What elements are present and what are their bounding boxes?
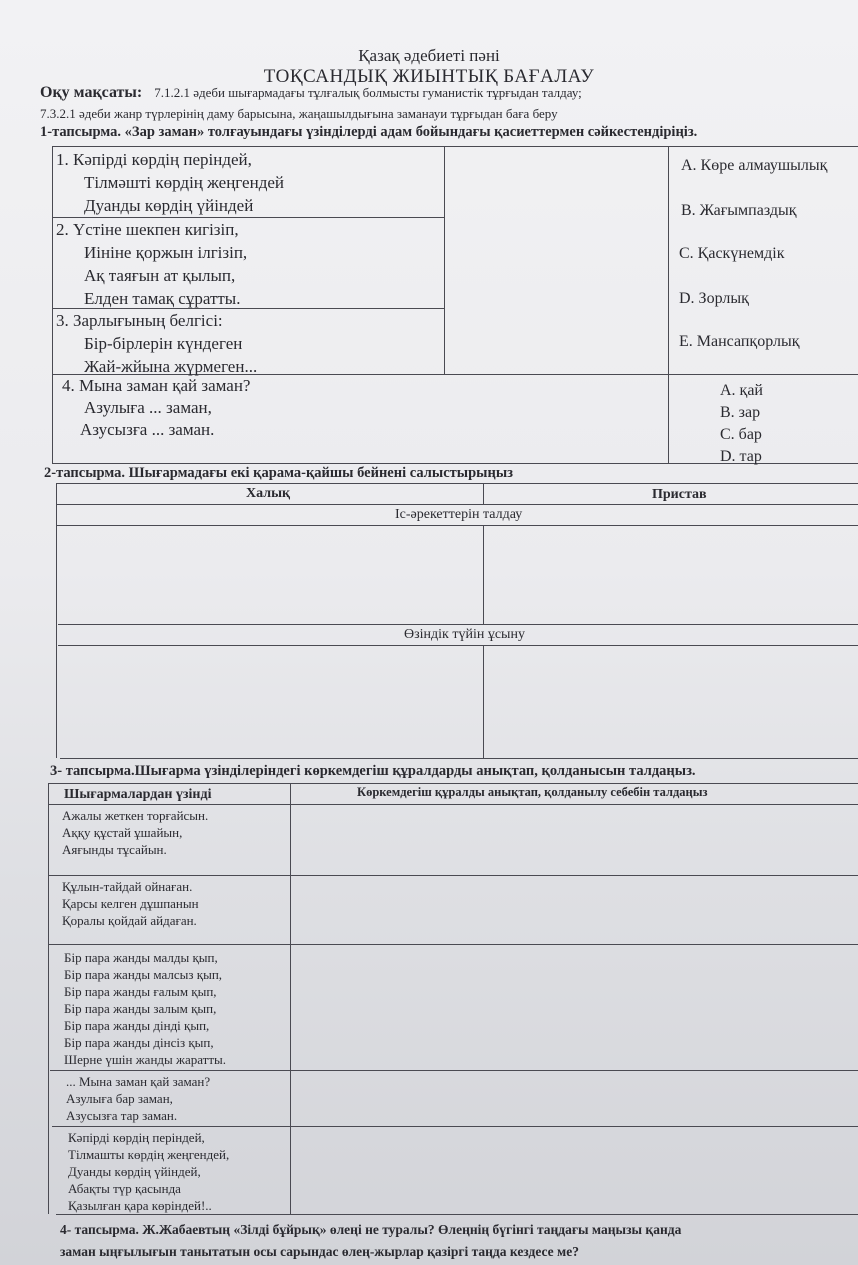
learning-goal xyxy=(40,84,582,102)
task4-line-2: заман ыңғылығын танытатын осы сарындас өлең-жырлар қазіргі таңда кездесе ме? xyxy=(60,1244,579,1259)
column-pristav: Пристав xyxy=(652,487,707,502)
excerpt-line: Қоралы қойдай айдаған. xyxy=(62,913,197,928)
excerpt-line: Азулыға бар заман, xyxy=(66,1091,173,1106)
poem-line: Азусызға ... заман. xyxy=(80,420,215,439)
answer-cell-pristav-actions[interactable] xyxy=(484,526,858,624)
excerpt-line: Абақты түр қасында xyxy=(68,1181,181,1196)
fill-option-c: С. бар xyxy=(720,426,762,443)
task3-title: 3- тапсырма.Шығарма үзінділеріндегі көркемдегіш құралдарды анықтап, қолданысын талдаңыз. xyxy=(50,763,696,779)
option-a: А. Көре алмаушылық xyxy=(681,157,828,174)
excerpt-line: Бір пара жанды дінді қып, xyxy=(64,1018,210,1033)
fill-option-d: D. тар xyxy=(720,448,762,465)
task2-title: 2-тапсырма. Шығармадағы екі қарама-қайшы бейнені салыстырыңыз xyxy=(44,465,513,481)
column-excerpt: Шығармалардан үзінді xyxy=(64,787,212,802)
answer-cell-people-conclusion[interactable] xyxy=(59,646,483,758)
excerpt-line: Қазылған қара көріндей!.. xyxy=(68,1198,212,1213)
task4-line-1: 4- тапсырма. Ж.Жабаевтың «Зілді бұйрық» өлеңі не туралы? Өлеңнің бүгінгі таңдағы маңызы қанда xyxy=(60,1222,682,1237)
fill-option-b: В. зар xyxy=(720,404,761,421)
poem-line: 1. Кәпірді көрдің періндей, xyxy=(56,150,252,169)
excerpt-line: Құлын-тайдай ойнаған. xyxy=(62,879,193,894)
excerpt-line: Ажалы жеткен торғайсын. xyxy=(62,808,209,823)
row-own-conclusion: Өзіндік түйін ұсыну xyxy=(404,627,525,642)
answer-cell-people-actions[interactable] xyxy=(57,526,483,624)
task1-poem-2 xyxy=(56,218,247,310)
page-title: ТОҚСАНДЫҚ ЖИЫНТЫҚ БАҒАЛАУ xyxy=(263,66,595,87)
poem-line: Тілмәшті көрдің жеңгендей xyxy=(84,173,284,192)
analysis-cell-4[interactable] xyxy=(291,1071,858,1126)
excerpt-line: Тілмашты көрдің жеңгендей, xyxy=(68,1147,230,1162)
analysis-cell-5[interactable] xyxy=(291,1127,858,1214)
option-d: D. Зорлық xyxy=(679,290,749,307)
analysis-cell-2[interactable] xyxy=(291,876,858,944)
excerpt-1 xyxy=(62,807,208,858)
analysis-cell-1[interactable] xyxy=(291,805,858,875)
answer-cell-pristav-conclusion[interactable] xyxy=(484,646,858,758)
excerpt-line: Азусызға тар заман. xyxy=(66,1108,178,1123)
option-e: Е. Мансапқорлық xyxy=(679,333,800,350)
poem-line: 3. Зарлығының белгісі: xyxy=(56,311,223,330)
poem-line: 2. Үстіне шекпен кигізіп, xyxy=(56,220,239,239)
excerpt-line: Бір пара жанды ғалым қып, xyxy=(64,984,217,999)
row-actions-analysis: Іс-әрекеттерін талдау xyxy=(395,507,523,522)
goal-label: Оқу мақсаты: xyxy=(40,84,143,101)
task1-poem-1 xyxy=(56,148,284,217)
excerpt-line: Кәпірді көрдің періндей, xyxy=(68,1130,205,1145)
excerpt-line: Дуанды көрдің үйіндей, xyxy=(68,1164,201,1179)
excerpt-line: Бір пара жанды малсыз қып, xyxy=(64,967,223,982)
excerpt-line: Аяғынды тұсайын. xyxy=(62,842,167,857)
goal-line-1: 7.1.2.1 әдеби шығармадағы тұлғалық болмысты гуманистік тұрғыдан талдау; xyxy=(154,85,582,100)
excerpt-3 xyxy=(64,949,226,1068)
poem-line: 4. Мына заман қай заман? xyxy=(62,376,251,395)
task1-poem-4 xyxy=(62,375,250,441)
task1-title: 1-тапсырма. «Зар заман» толғауындағы үзінділерді адам бойындағы қасиеттермен сәйкестендіріңіз. xyxy=(40,124,698,140)
subject-heading: Қазақ әдебиеті пәні xyxy=(358,46,500,65)
goal-line-2: 7.3.2.1 әдеби жанр түрлерінің даму барысына, жаңашылдығына заманауи тұрғыдан баға беру xyxy=(40,106,558,121)
excerpt-4 xyxy=(66,1073,210,1124)
excerpt-line: Бір пара жанды малды қып, xyxy=(64,950,218,965)
excerpt-line: Бір пара жанды залым қып, xyxy=(64,1001,217,1016)
fill-option-a: А. қай xyxy=(720,382,763,399)
poem-line: Бір-бірлерін күндеген xyxy=(84,334,243,353)
poem-line: Ақ таяғын ат қылып, xyxy=(84,266,236,285)
poem-line: Иініне қоржын ілгізіп, xyxy=(84,243,248,262)
excerpt-5 xyxy=(68,1129,229,1214)
column-analysis: Көркемдегіш құралды анықтап, қолданылу себебін талдаңыз xyxy=(357,785,708,799)
excerpt-line: Аққу құстай ұшайын, xyxy=(62,825,183,840)
task1-poem-3 xyxy=(56,309,257,378)
excerpt-line: Шерне үшін жанды жаратты. xyxy=(64,1052,227,1067)
excerpt-line: Бір пара жанды дінсіз қып, xyxy=(64,1035,214,1050)
poem-line: Азулыға ... заман, xyxy=(84,398,212,417)
option-b: В. Жағымпаздық xyxy=(681,202,797,219)
poem-line: Дуанды көрдің үйіндей xyxy=(84,196,254,215)
option-c: С. Қаскүнемдік xyxy=(679,245,785,262)
fill-options xyxy=(720,380,763,468)
poem-line: Жай-жйына жүрмеген... xyxy=(84,357,258,376)
column-people: Халық xyxy=(246,486,291,501)
analysis-cell-3[interactable] xyxy=(291,945,858,1070)
excerpt-2 xyxy=(62,878,199,929)
poem-line: Елден тамақ сұратты. xyxy=(84,289,241,308)
excerpt-line: Қарсы келген дұшпанын xyxy=(62,896,199,911)
excerpt-line: ... Мына заман қай заман? xyxy=(66,1074,211,1089)
